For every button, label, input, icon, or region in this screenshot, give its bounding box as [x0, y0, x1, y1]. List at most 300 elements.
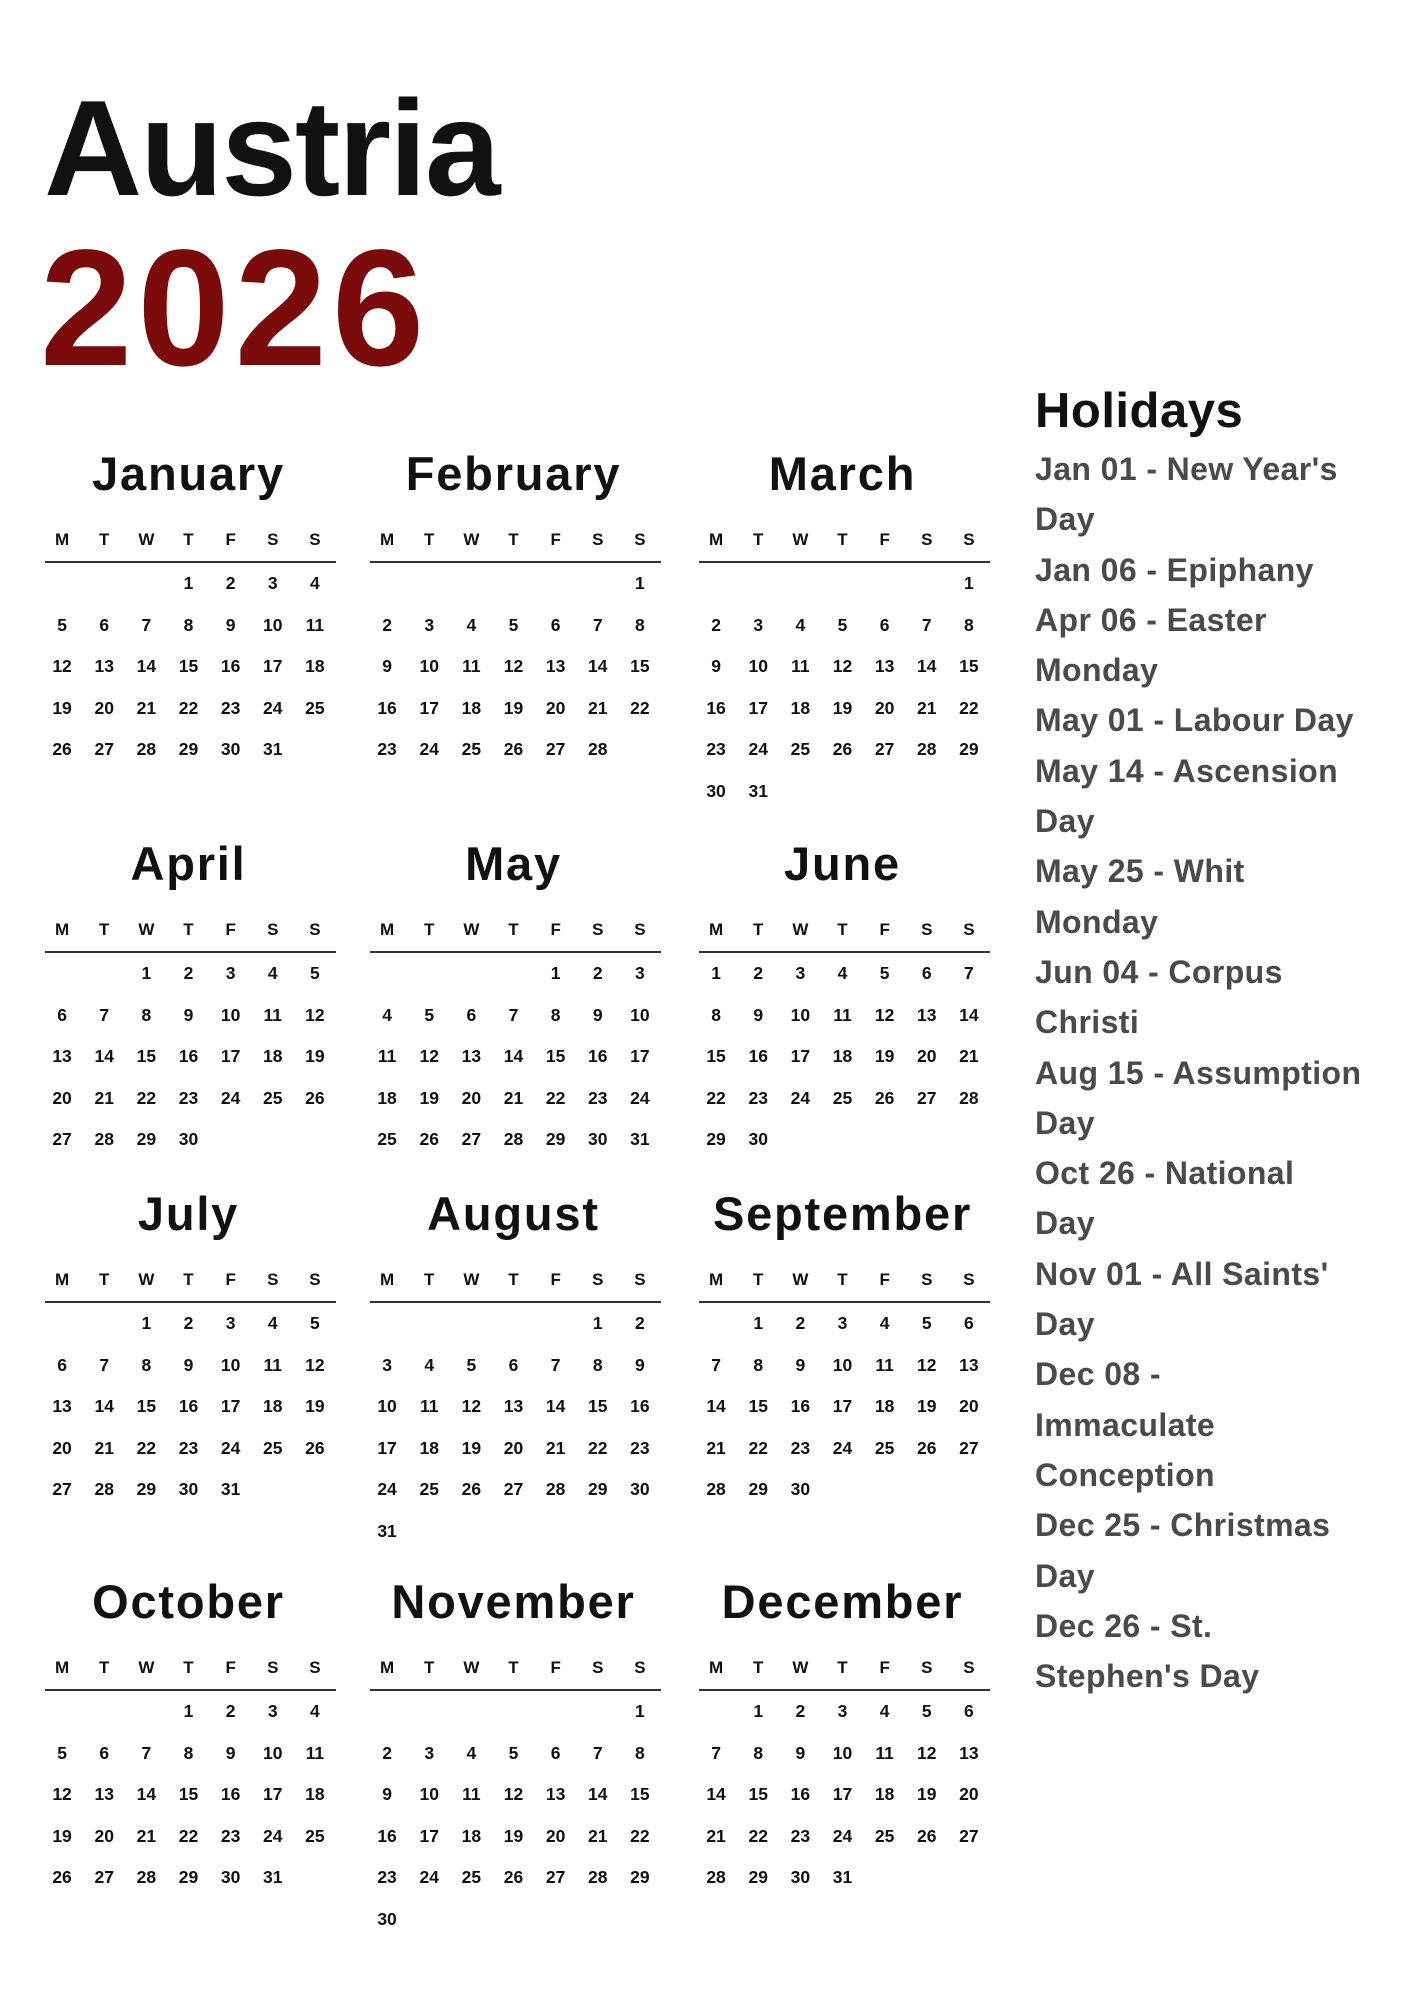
holiday-line: Day	[1035, 1104, 1095, 1141]
day-cell: 18	[461, 1825, 482, 1846]
weekday-label: T	[99, 1270, 110, 1289]
day-cell: 9	[753, 1004, 764, 1025]
week-row	[695, 605, 990, 647]
day-cell: 11	[263, 1354, 283, 1375]
day-cell: 22	[706, 1087, 726, 1108]
day-cell: 8	[141, 1354, 152, 1375]
day-cell: 16	[630, 1396, 650, 1416]
week-row	[695, 1469, 990, 1511]
day-cell: 7	[592, 1742, 603, 1763]
day-cell: 14	[706, 1396, 726, 1416]
week-row	[366, 1345, 661, 1387]
day-cell: 5	[837, 614, 848, 635]
day-cell: 20	[94, 697, 114, 718]
weekday-label: M	[379, 530, 395, 549]
weekday-label: F	[550, 1270, 561, 1289]
day-cell: 21	[706, 1437, 726, 1458]
day-cell: 27	[94, 739, 114, 759]
week-row	[41, 1691, 336, 1733]
day-cell: 21	[588, 697, 608, 718]
week-row	[41, 1469, 336, 1511]
weekday-header	[370, 915, 661, 953]
holiday-line: Oct 26 - National	[1035, 1155, 1295, 1192]
day-cell: 25	[461, 1867, 482, 1887]
day-cell: 8	[635, 1742, 645, 1763]
day-cell: 26	[461, 1479, 482, 1499]
empty-day-cell	[492, 953, 534, 995]
day-cell: 21	[545, 1437, 566, 1458]
day-cell: 7	[550, 1354, 561, 1375]
holiday-line: Apr 06 - Easter	[1035, 601, 1267, 638]
day-cell: 16	[790, 1784, 811, 1804]
weekday-label: W	[138, 920, 155, 939]
holiday-item	[1035, 595, 1361, 696]
weekday-label: S	[267, 530, 279, 549]
holiday-line: Day	[1035, 1306, 1095, 1343]
day-cell: 6	[57, 1004, 67, 1025]
day-cell: 19	[419, 1087, 439, 1108]
day-cell: 29	[178, 739, 199, 759]
day-cell: 12	[503, 1784, 524, 1804]
day-cell: 27	[959, 1437, 979, 1458]
weekday-header	[370, 1265, 661, 1303]
empty-day-cell	[619, 729, 661, 771]
day-cell: 15	[136, 1396, 157, 1416]
day-cell: 20	[545, 1825, 566, 1846]
day-cell: 5	[921, 1701, 932, 1721]
weekday-label: T	[99, 1658, 110, 1677]
empty-day-cell	[252, 1469, 294, 1511]
day-cell: 19	[917, 1784, 937, 1804]
month-september	[695, 1184, 990, 1511]
day-cell: 28	[94, 1479, 114, 1499]
empty-day-cell	[535, 1511, 577, 1553]
day-cell: 25	[377, 1129, 397, 1149]
day-cell: 20	[917, 1046, 937, 1066]
day-cell: 15	[706, 1046, 726, 1066]
day-cell: 4	[795, 614, 806, 635]
weekday-header	[45, 915, 336, 953]
day-cell: 27	[545, 1867, 566, 1887]
day-cell: 8	[183, 614, 194, 635]
day-cell: 29	[630, 1867, 650, 1887]
empty-day-cell	[535, 1303, 577, 1345]
day-cell: 15	[178, 1784, 199, 1804]
day-cell: 20	[94, 1825, 114, 1846]
weekday-label: W	[463, 1270, 480, 1289]
day-cell: 13	[545, 1784, 566, 1804]
empty-day-cell	[577, 1691, 619, 1733]
week-row	[366, 995, 661, 1037]
day-cell: 5	[310, 1313, 320, 1333]
day-cell: 14	[503, 1046, 524, 1066]
empty-day-cell	[366, 1691, 408, 1733]
empty-day-cell	[210, 1119, 252, 1161]
empty-day-cell	[821, 771, 863, 813]
day-cell: 4	[310, 1701, 320, 1721]
weekday-label: M	[379, 920, 395, 939]
day-cell: 13	[917, 1004, 937, 1025]
weekday-label: S	[963, 1270, 975, 1289]
day-cell: 7	[141, 614, 152, 635]
day-cell: 27	[545, 739, 566, 759]
day-cell: 11	[305, 1742, 325, 1763]
day-cell: 8	[635, 614, 645, 635]
day-cell: 6	[99, 614, 110, 635]
day-cell: 4	[466, 614, 477, 635]
weekday-label: F	[879, 1270, 890, 1289]
day-cell: 28	[545, 1479, 566, 1499]
empty-day-cell	[366, 563, 408, 605]
day-cell: 1	[550, 963, 561, 983]
day-cell: 31	[220, 1479, 241, 1499]
weekday-header	[699, 1265, 990, 1303]
empty-day-cell	[619, 1899, 661, 1941]
day-cell: 19	[917, 1396, 937, 1416]
empty-day-cell	[779, 1119, 821, 1161]
day-cell: 19	[52, 697, 72, 718]
day-cell: 18	[263, 1046, 283, 1066]
day-cell: 10	[377, 1396, 397, 1416]
weekday-label: F	[225, 1658, 236, 1677]
day-cell: 11	[263, 1004, 283, 1025]
day-cell: 9	[795, 1742, 806, 1763]
day-cell: 12	[461, 1396, 482, 1416]
day-cell: 17	[377, 1437, 397, 1458]
day-cell: 6	[879, 614, 890, 635]
day-cell: 12	[874, 1004, 895, 1025]
day-cell: 14	[959, 1004, 979, 1025]
day-cell: 27	[52, 1479, 72, 1499]
day-cell: 16	[220, 1784, 241, 1804]
empty-day-cell	[125, 563, 167, 605]
day-cell: 17	[832, 1396, 853, 1416]
day-cell: 6	[550, 1742, 561, 1763]
weekday-label: T	[508, 1270, 519, 1289]
day-cell: 11	[875, 1354, 894, 1375]
holiday-line: Jan 06 - Epiphany	[1035, 551, 1314, 588]
day-cell: 7	[964, 963, 974, 983]
weekday-label: T	[99, 530, 110, 549]
weekday-label: W	[138, 530, 155, 549]
week-row	[41, 688, 336, 730]
holiday-line: May 14 - Ascension	[1035, 752, 1339, 789]
month-june	[695, 834, 990, 1161]
empty-day-cell	[492, 1511, 534, 1553]
day-cell: 15	[748, 1784, 768, 1804]
day-cell: 30	[748, 1129, 768, 1149]
weekday-label: T	[183, 530, 194, 549]
weekday-label: W	[463, 920, 480, 939]
weekday-label: M	[379, 1658, 395, 1677]
day-cell: 28	[588, 739, 608, 759]
day-cell: 28	[959, 1087, 979, 1108]
day-cell: 13	[545, 656, 566, 676]
weekday-label: F	[225, 920, 236, 939]
day-cell: 30	[630, 1479, 650, 1499]
day-cell: 23	[790, 1437, 811, 1458]
day-cell: 26	[305, 1437, 325, 1458]
weekday-label: M	[708, 1658, 724, 1677]
holiday-line: Day	[1035, 1557, 1095, 1594]
week-row	[366, 1386, 661, 1428]
day-cell: 7	[141, 1742, 152, 1763]
day-cell: 9	[225, 1742, 236, 1763]
day-cell: 19	[461, 1437, 482, 1458]
day-cell: 24	[220, 1087, 241, 1108]
weekday-label: T	[753, 920, 764, 939]
week-row	[41, 995, 336, 1037]
week-row	[41, 1345, 336, 1387]
day-cell: 4	[424, 1354, 435, 1375]
day-cell: 24	[220, 1437, 241, 1458]
day-cell: 29	[136, 1129, 157, 1149]
day-cell: 3	[382, 1354, 392, 1375]
day-cell: 4	[879, 1701, 890, 1721]
holiday-item	[1035, 1601, 1361, 1702]
day-cell: 21	[136, 1825, 157, 1846]
weekday-label: T	[424, 530, 435, 549]
day-cell: 5	[921, 1313, 932, 1333]
day-cell: 18	[305, 656, 325, 676]
weekday-label: T	[183, 1658, 194, 1677]
week-row	[41, 646, 336, 688]
weekday-header	[45, 525, 336, 563]
month-name: November	[391, 1575, 636, 1628]
day-cell: 13	[874, 656, 895, 676]
month-name: May	[465, 837, 562, 890]
day-cell: 27	[874, 739, 895, 759]
day-cell: 2	[225, 1701, 236, 1721]
day-cell: 31	[748, 780, 768, 801]
empty-day-cell	[450, 563, 492, 605]
month-april	[41, 834, 336, 1161]
day-cell: 11	[833, 1004, 852, 1025]
week-row	[366, 646, 661, 688]
day-cell: 21	[94, 1087, 114, 1108]
day-cell: 23	[748, 1087, 768, 1108]
empty-day-cell	[948, 771, 990, 813]
empty-day-cell	[619, 1511, 661, 1553]
weekday-label: T	[508, 530, 519, 549]
empty-day-cell	[408, 1511, 450, 1553]
day-cell: 31	[377, 1520, 397, 1541]
holiday-line: Dec 26 - St.	[1035, 1607, 1213, 1644]
empty-day-cell	[695, 1303, 737, 1345]
day-cell: 13	[52, 1046, 72, 1066]
day-cell: 21	[503, 1087, 524, 1108]
week-row	[695, 995, 990, 1037]
day-cell: 14	[136, 656, 157, 676]
weekday-label: S	[267, 1270, 279, 1289]
weekday-label: W	[463, 530, 480, 549]
week-row	[366, 688, 661, 730]
empty-day-cell	[821, 1119, 863, 1161]
day-grid	[366, 1303, 661, 1552]
empty-day-cell	[577, 1899, 619, 1941]
holiday-item	[1035, 746, 1361, 847]
day-cell: 27	[503, 1479, 524, 1499]
weekday-header	[699, 525, 990, 563]
day-cell: 16	[588, 1046, 608, 1066]
day-cell: 30	[706, 780, 726, 801]
week-row	[41, 953, 336, 995]
day-cell: 2	[183, 963, 194, 983]
weekday-label: S	[921, 920, 933, 939]
weekday-label: T	[183, 1270, 194, 1289]
day-cell: 6	[57, 1354, 67, 1375]
year: 2026	[40, 216, 430, 401]
empty-day-cell	[408, 1899, 450, 1941]
day-cell: 20	[874, 697, 895, 718]
holiday-item	[1035, 1349, 1361, 1500]
day-cell: 6	[964, 1313, 974, 1333]
weekday-label: T	[508, 1658, 519, 1677]
day-cell: 27	[94, 1867, 114, 1887]
day-cell: 10	[220, 1354, 241, 1375]
day-cell: 26	[503, 739, 524, 759]
day-cell: 29	[588, 1479, 608, 1499]
day-cell: 8	[592, 1354, 603, 1375]
empty-day-cell	[83, 563, 125, 605]
day-cell: 3	[837, 1313, 848, 1333]
day-cell: 24	[790, 1087, 811, 1108]
day-cell: 8	[753, 1742, 764, 1763]
day-cell: 16	[748, 1046, 768, 1066]
empty-day-cell	[821, 1469, 863, 1511]
empty-day-cell	[83, 1303, 125, 1345]
day-cell: 24	[832, 1825, 853, 1846]
day-cell: 12	[832, 656, 853, 676]
day-cell: 21	[136, 697, 157, 718]
day-cell: 9	[183, 1004, 194, 1025]
week-row	[366, 1036, 661, 1078]
day-cell: 28	[136, 1867, 157, 1887]
week-row	[695, 771, 990, 813]
day-cell: 7	[592, 614, 603, 635]
day-cell: 28	[917, 739, 937, 759]
day-cell: 6	[508, 1354, 519, 1375]
week-row	[366, 1691, 661, 1733]
day-cell: 4	[267, 1313, 278, 1333]
weekday-label: S	[267, 1658, 279, 1677]
empty-day-cell	[41, 1303, 83, 1345]
empty-day-cell	[294, 729, 336, 771]
day-cell: 15	[136, 1046, 157, 1066]
empty-day-cell	[366, 1303, 408, 1345]
week-row	[695, 953, 990, 995]
day-cell: 18	[874, 1784, 895, 1804]
day-cell: 7	[711, 1742, 721, 1763]
day-cell: 17	[790, 1046, 811, 1066]
weekday-label: M	[54, 1658, 70, 1677]
day-cell: 20	[959, 1784, 979, 1804]
day-cell: 28	[136, 739, 157, 759]
day-cell: 15	[588, 1396, 608, 1416]
day-cell: 24	[377, 1479, 397, 1499]
day-cell: 26	[52, 739, 72, 759]
weekday-label: T	[99, 920, 110, 939]
day-cell: 18	[461, 697, 482, 718]
empty-day-cell	[294, 1119, 336, 1161]
day-cell: 12	[419, 1046, 439, 1066]
month-august	[366, 1184, 661, 1552]
day-cell: 3	[424, 1742, 435, 1763]
day-cell: 4	[879, 1313, 890, 1333]
holiday-item	[1035, 1148, 1361, 1249]
week-row	[695, 646, 990, 688]
day-cell: 22	[959, 697, 979, 718]
week-row	[366, 605, 661, 647]
weekday-label: S	[309, 920, 321, 939]
day-cell: 14	[588, 656, 608, 676]
holidays-heading: Holidays	[1035, 384, 1244, 438]
holiday-line: May 25 - Whit	[1035, 853, 1245, 890]
day-cell: 12	[305, 1354, 325, 1375]
day-cell: 5	[508, 1742, 519, 1763]
day-cell: 17	[419, 1825, 439, 1846]
holiday-line: Immaculate	[1035, 1406, 1216, 1443]
day-cell: 15	[630, 1784, 650, 1804]
week-row	[41, 729, 336, 771]
week-row	[366, 1469, 661, 1511]
week-row	[366, 1774, 661, 1816]
day-cell: 11	[462, 656, 481, 676]
day-cell: 29	[136, 1479, 157, 1499]
empty-day-cell	[366, 953, 408, 995]
day-cell: 19	[52, 1825, 72, 1846]
weekday-label: S	[921, 1658, 933, 1677]
day-cell: 1	[753, 1701, 764, 1721]
empty-day-cell	[737, 563, 779, 605]
weekday-label: W	[792, 530, 809, 549]
day-cell: 3	[837, 1701, 848, 1721]
day-cell: 12	[52, 1784, 72, 1804]
day-cell: 22	[178, 697, 199, 718]
day-cell: 23	[377, 1867, 397, 1887]
week-row	[695, 1691, 990, 1733]
week-row	[695, 1119, 990, 1161]
empty-day-cell	[864, 563, 906, 605]
day-grid	[41, 1303, 336, 1511]
day-cell: 11	[875, 1742, 894, 1763]
day-cell: 14	[94, 1396, 114, 1416]
holiday-item	[1035, 947, 1361, 1048]
day-cell: 27	[52, 1129, 72, 1149]
weekday-label: F	[879, 530, 890, 549]
holiday-line: Day	[1035, 803, 1095, 840]
day-cell: 25	[874, 1437, 895, 1458]
day-cell: 13	[94, 656, 114, 676]
month-name: September	[712, 1187, 973, 1240]
day-cell: 7	[508, 1004, 519, 1025]
week-row	[695, 1078, 990, 1120]
empty-day-cell	[83, 953, 125, 995]
day-cell: 24	[748, 739, 768, 759]
day-cell: 10	[263, 614, 283, 635]
day-cell: 16	[790, 1396, 811, 1416]
day-cell: 27	[959, 1825, 979, 1846]
empty-day-cell	[948, 1119, 990, 1161]
weekday-label: M	[708, 530, 724, 549]
day-cell: 10	[419, 656, 439, 676]
weekday-header	[370, 525, 661, 563]
day-cell: 25	[305, 697, 325, 718]
day-cell: 11	[462, 1784, 481, 1804]
week-row	[695, 1857, 990, 1899]
day-cell: 1	[141, 1313, 152, 1333]
day-cell: 15	[748, 1396, 768, 1416]
